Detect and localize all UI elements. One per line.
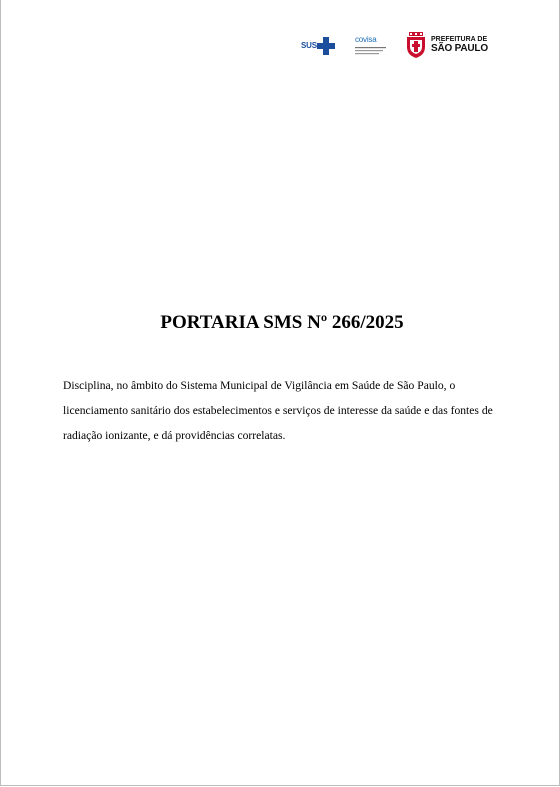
document-summary: Disciplina, no âmbito do Sistema Municipal de Vigilância em Saúde de São Paulo, o licenciamento sanitário dos estabelecimentos e serviços de interesse da saúde e das fontes de radiação ionizante, e dá providências correlatas. [63, 379, 493, 442]
sus-cross-icon [316, 36, 336, 56]
sao-paulo-coat-of-arms-icon [405, 32, 427, 59]
prefeitura-line2: SÃO PAULO [431, 43, 488, 54]
prefeitura-line1: PREFEITURA DE [431, 36, 488, 43]
document-title: PORTARIA SMS Nº 266/2025 [160, 312, 404, 333]
sus-logo-text: SUS [301, 41, 317, 50]
sus-logo [301, 36, 337, 56]
prefeitura-sao-paulo-logo [405, 32, 497, 60]
covisa-logo [355, 35, 389, 57]
covisa-logo-icon [355, 46, 387, 56]
covisa-logo-text: covisa [355, 35, 377, 44]
